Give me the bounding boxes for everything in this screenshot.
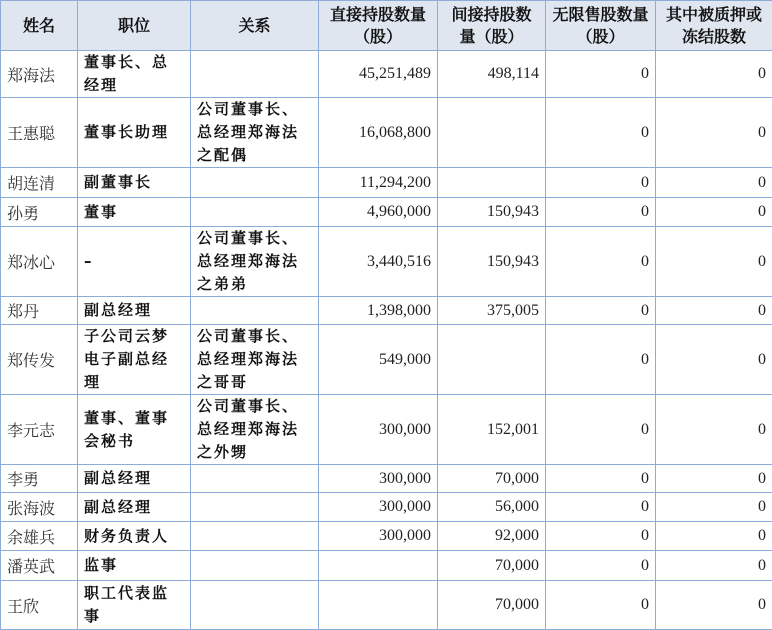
cell-direct: 11,294,200 bbox=[319, 168, 438, 198]
cell-pledged: 0 bbox=[656, 581, 772, 630]
cell-direct: 300,000 bbox=[319, 465, 438, 493]
cell-unrestricted: 0 bbox=[546, 522, 656, 551]
cell-name: 胡连清 bbox=[1, 168, 78, 198]
cell-direct bbox=[319, 551, 438, 581]
cell-name: 潘英武 bbox=[1, 551, 78, 581]
cell-indirect: 56,000 bbox=[438, 493, 546, 522]
cell-pledged: 0 bbox=[656, 227, 772, 297]
cell-name: 李元志 bbox=[1, 395, 78, 465]
cell-unrestricted: 0 bbox=[546, 325, 656, 395]
cell-relation bbox=[191, 465, 319, 493]
cell-unrestricted: 0 bbox=[546, 395, 656, 465]
cell-direct bbox=[319, 581, 438, 630]
cell-direct: 300,000 bbox=[319, 395, 438, 465]
cell-name: 郑传发 bbox=[1, 325, 78, 395]
table-row bbox=[1, 493, 772, 522]
cell-name: 王惠聪 bbox=[1, 98, 78, 168]
cell-unrestricted: 0 bbox=[546, 98, 656, 168]
cell-unrestricted: 0 bbox=[546, 493, 656, 522]
cell-pledged: 0 bbox=[656, 51, 772, 98]
cell-relation bbox=[191, 493, 319, 522]
cell-pledged: 0 bbox=[656, 297, 772, 325]
cell-name: 郑海法 bbox=[1, 51, 78, 98]
cell-direct: 300,000 bbox=[319, 522, 438, 551]
cell-direct: 3,440,516 bbox=[319, 227, 438, 297]
table-row bbox=[1, 98, 772, 168]
cell-position: 职工代表监事 bbox=[78, 581, 191, 630]
table-row bbox=[1, 168, 772, 198]
cell-name: 李勇 bbox=[1, 465, 78, 493]
cell-position: 董事长、总经理 bbox=[78, 51, 191, 98]
cell-indirect: 150,943 bbox=[438, 198, 546, 227]
cell-position: 董事长助理 bbox=[78, 98, 191, 168]
cell-indirect bbox=[438, 168, 546, 198]
cell-name: 郑丹 bbox=[1, 297, 78, 325]
header-relation: 关系 bbox=[191, 1, 319, 51]
cell-indirect: 70,000 bbox=[438, 465, 546, 493]
cell-position: – bbox=[78, 227, 191, 297]
cell-relation bbox=[191, 551, 319, 581]
table-row bbox=[1, 581, 772, 630]
cell-name: 郑冰心 bbox=[1, 227, 78, 297]
cell-pledged: 0 bbox=[656, 168, 772, 198]
cell-direct: 1,398,000 bbox=[319, 297, 438, 325]
cell-relation bbox=[191, 581, 319, 630]
cell-unrestricted: 0 bbox=[546, 51, 656, 98]
cell-indirect: 92,000 bbox=[438, 522, 546, 551]
header-direct: 直接持股数量（股） bbox=[319, 1, 438, 51]
table-row bbox=[1, 51, 772, 98]
cell-direct: 16,068,800 bbox=[319, 98, 438, 168]
cell-position: 副总经理 bbox=[78, 465, 191, 493]
header-pledged: 其中被质押或冻结股数 bbox=[656, 1, 772, 51]
cell-relation bbox=[191, 297, 319, 325]
cell-position: 董事、董事会秘书 bbox=[78, 395, 191, 465]
cell-name: 张海波 bbox=[1, 493, 78, 522]
cell-pledged: 0 bbox=[656, 522, 772, 551]
cell-pledged: 0 bbox=[656, 493, 772, 522]
cell-indirect: 375,005 bbox=[438, 297, 546, 325]
cell-indirect: 498,114 bbox=[438, 51, 546, 98]
cell-direct: 549,000 bbox=[319, 325, 438, 395]
header-position: 职位 bbox=[78, 1, 191, 51]
header-row bbox=[1, 1, 772, 51]
cell-relation bbox=[191, 522, 319, 551]
cell-relation: 公司董事长、总经理郑海法之弟弟 bbox=[191, 227, 319, 297]
cell-unrestricted: 0 bbox=[546, 168, 656, 198]
cell-relation: 公司董事长、总经理郑海法之哥哥 bbox=[191, 325, 319, 395]
cell-pledged: 0 bbox=[656, 465, 772, 493]
cell-position: 监事 bbox=[78, 551, 191, 581]
cell-position: 董事 bbox=[78, 198, 191, 227]
cell-pledged: 0 bbox=[656, 325, 772, 395]
cell-pledged: 0 bbox=[656, 395, 772, 465]
cell-relation: 公司董事长、总经理郑海法之配偶 bbox=[191, 98, 319, 168]
header-name: 姓名 bbox=[1, 1, 78, 51]
cell-position: 副总经理 bbox=[78, 493, 191, 522]
table-row bbox=[1, 227, 772, 297]
cell-position: 财务负责人 bbox=[78, 522, 191, 551]
cell-unrestricted: 0 bbox=[546, 581, 656, 630]
table-row bbox=[1, 325, 772, 395]
table-row bbox=[1, 551, 772, 581]
cell-name: 王欣 bbox=[1, 581, 78, 630]
cell-unrestricted: 0 bbox=[546, 227, 656, 297]
cell-direct: 45,251,489 bbox=[319, 51, 438, 98]
cell-indirect: 70,000 bbox=[438, 551, 546, 581]
cell-unrestricted: 0 bbox=[546, 297, 656, 325]
cell-relation bbox=[191, 51, 319, 98]
cell-indirect: 152,001 bbox=[438, 395, 546, 465]
cell-relation bbox=[191, 198, 319, 227]
cell-pledged: 0 bbox=[656, 98, 772, 168]
cell-indirect: 150,943 bbox=[438, 227, 546, 297]
header-indirect: 间接持股数量（股） bbox=[438, 1, 546, 51]
cell-indirect: 70,000 bbox=[438, 581, 546, 630]
table-row bbox=[1, 198, 772, 227]
cell-direct: 300,000 bbox=[319, 493, 438, 522]
table-row bbox=[1, 465, 772, 493]
table-row bbox=[1, 395, 772, 465]
cell-position: 子公司云梦电子副总经理 bbox=[78, 325, 191, 395]
header-unrestricted: 无限售股数量（股） bbox=[546, 1, 656, 51]
cell-unrestricted: 0 bbox=[546, 551, 656, 581]
cell-indirect bbox=[438, 325, 546, 395]
cell-name: 余雄兵 bbox=[1, 522, 78, 551]
cell-unrestricted: 0 bbox=[546, 465, 656, 493]
cell-pledged: 0 bbox=[656, 198, 772, 227]
cell-name: 孙勇 bbox=[1, 198, 78, 227]
cell-pledged: 0 bbox=[656, 551, 772, 581]
cell-indirect bbox=[438, 98, 546, 168]
table-row bbox=[1, 297, 772, 325]
cell-position: 副董事长 bbox=[78, 168, 191, 198]
cell-unrestricted: 0 bbox=[546, 198, 656, 227]
table-row bbox=[1, 522, 772, 551]
cell-relation bbox=[191, 168, 319, 198]
cell-relation: 公司董事长、总经理郑海法之外甥 bbox=[191, 395, 319, 465]
cell-direct: 4,960,000 bbox=[319, 198, 438, 227]
cell-position: 副总经理 bbox=[78, 297, 191, 325]
